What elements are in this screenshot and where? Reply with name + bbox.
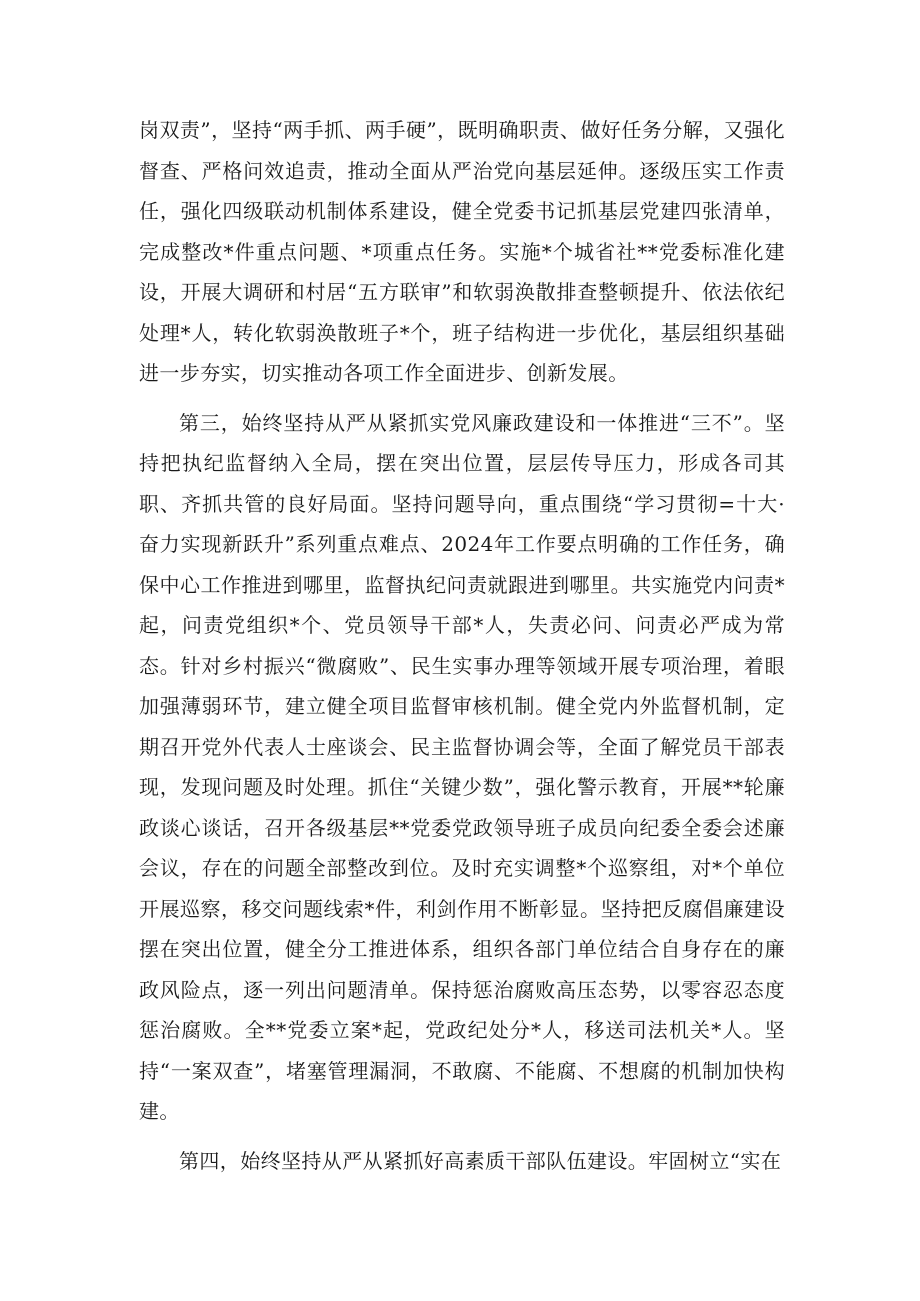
paragraph-1: 岗双责”，坚持“两手抓、两手硬”，既明确职责、做好任务分解，又强化督查、严格问效追责，推动全面从严治党向基层延伸。逐级压实工作责任，强化四级联动机制体系建设，健全党委书记抓基层党建四张清单，完成整改*件重点问题、*项重点任务。实施*个城省社**党委标准化建设，开展大调研和村居“五方联审”和软弱涣散排查整顿提升、依法依纪处理*人，转化软弱涣散班子*个，班子结构进一步优化，基层组织基础进一步夯实，切实推动各项工作全面进步、创新发展。	[139, 118, 785, 385]
paragraph-3: 第四，始终坚持从严从紧抓好高素质干部队伍建设。牢固树立“实在	[179, 1148, 782, 1173]
document-body	[139, 110, 785, 1181]
paragraph-spacer	[139, 394, 785, 403]
paragraph-spacer	[139, 1132, 785, 1141]
paragraph-2: 第三，始终坚持从严从紧抓实党风廉政建设和一体推进“三不”。坚持把执纪监督纳入全局，摆在突出位置，层层传导压力，形成各司其职、齐抓共管的良好局面。坚持问题导向，重点围绕“学习贯彻=十大·奋力实现新跃升”系列重点难点、2024年工作要点明确的工作任务，确保中心工作推进到哪里，监督执纪问责就跟进到哪里。共实施党内问责*起，问责党组织*个、党员领导干部*人，失责必问、问责必严成为常态。针对乡村振兴“微腐败”、民生实事办理等领域开展专项治理，着眼加强薄弱环节，建立健全项目监督审核机制。健全党内外监督机制，定期召开党外代表人士座谈会、民主监督协调会等，全面了解党员干部表现，发现问题及时处理。抓住“关键少数”，强化警示教育，开展**轮廉政谈心谈话，召开各级基层**党委党政领导班子成员向纪委全委会述廉会议，存在的问题全部整改到位。及时充实调整*个巡察组，对*个单位开展巡察，移交问题线索*件，利剑作用不断彰显。坚持把反腐倡廉建设摆在突出位置，健全分工推进体系，组织各部门单位结合自身存在的廉政风险点，逐一列出问题清单。保持惩治腐败高压态势，以零容忍态度惩治腐败。全**党委立案*起，党政纪处分*人，移送司法机关*人。坚持“一案双查”，堵塞管理漏洞，不敢腐、不能腐、不想腐的机制加快构建。	[139, 410, 785, 1123]
